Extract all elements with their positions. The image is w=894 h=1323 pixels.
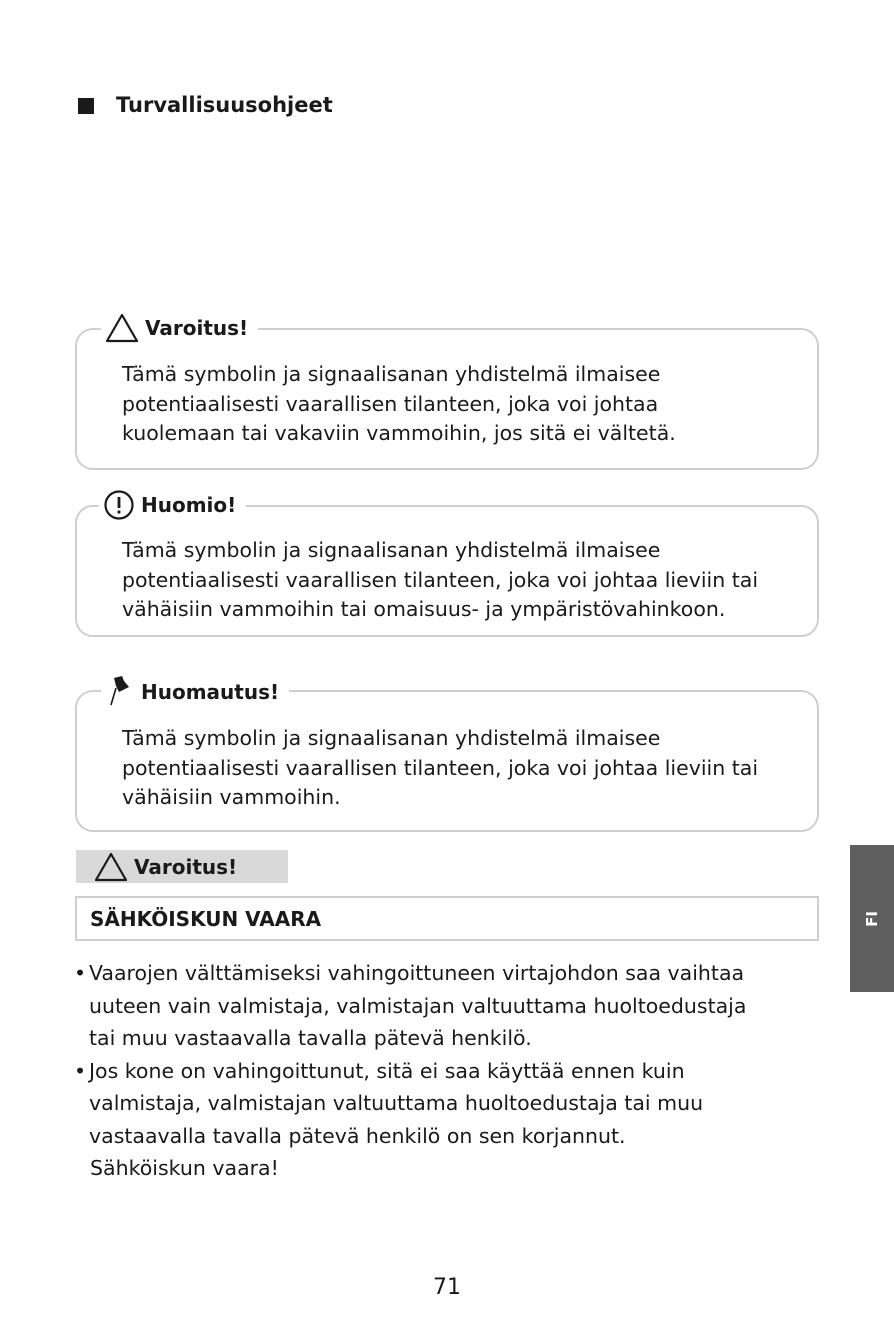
- caution-notice-text: Tämä symbolin ja signaalisanan yhdistelmä ilmaisee potentiaalisesti vaarallisen tilanteen, joka voi johtaa lieviin tai vähäisiin vammoihin tai omaisuus- ja ympäristövahinkoon.: [122, 538, 759, 621]
- language-side-tab: [850, 845, 894, 992]
- warning-notice-text: Tämä symbolin ja signaalisanan yhdistelmä ilmaisee potentiaalisesti vaarallisen tilanteen, joka voi johtaa kuolemaan tai vakaviin vammoihin, jos sitä ei vältetä.: [122, 362, 676, 445]
- hazard-title-box: [75, 896, 819, 941]
- section-title: Turvallisuusohjeet: [116, 93, 333, 117]
- hazard-warning-label: Varoitus!: [134, 854, 238, 879]
- caution-notice-label: Huomio!: [141, 493, 237, 517]
- note-notice-box: [75, 680, 819, 832]
- bullet-text: Jos kone on vahingoittunut, sitä ei saa käyttää ennen kuin valmistaja, valmistajan valtuuttama huoltoedustaja tai muu vastaavalla tavalla pätevä henkilö on sen korjannut.: [89, 1058, 704, 1148]
- warning-notice-header: [101, 313, 258, 343]
- exclamation-circle-icon: [103, 489, 135, 521]
- note-notice-text: Tämä symbolin ja signaalisanan yhdistelmä ilmaisee potentiaalisesti vaarallisen tilanteen, joka voi johtaa lieviin tai vähäisiin vammoihin.: [122, 726, 759, 809]
- bullet-dot-icon: •: [74, 1058, 87, 1083]
- warning-notice-box: [75, 316, 819, 470]
- warning-triangle-icon: [94, 852, 128, 882]
- bullet-dot-icon: •: [74, 961, 87, 985]
- hazard-title: SÄHKÖISKUN VAARA: [90, 906, 322, 931]
- caution-notice-box: [75, 493, 819, 637]
- pushpin-icon: [105, 675, 135, 709]
- warning-triangle-icon: [105, 313, 139, 343]
- hazard-bullet-list: [74, 957, 814, 1185]
- language-tab-label: FI: [863, 910, 881, 927]
- hazard-closing-text: Sähköiskun vaara!: [90, 1156, 279, 1180]
- section-bullet-square: [78, 98, 94, 114]
- page-number: 71: [433, 1275, 461, 1300]
- caution-notice-header: [99, 489, 246, 521]
- warning-notice-label: Varoitus!: [145, 316, 249, 340]
- list-item: [74, 1055, 814, 1153]
- bullet-text: Vaarojen välttämiseksi vahingoittuneen virtajohdon saa vaihtaa uuteen vain valmistaja, valmistajan valtuuttama huoltoedustaja tai muu vastaavalla tavalla pätevä henkilö.: [89, 961, 747, 1050]
- note-notice-header: [101, 675, 289, 709]
- list-item: [74, 957, 814, 1055]
- hazard-warning-strip: [76, 850, 288, 883]
- note-notice-label: Huomautus!: [141, 680, 280, 704]
